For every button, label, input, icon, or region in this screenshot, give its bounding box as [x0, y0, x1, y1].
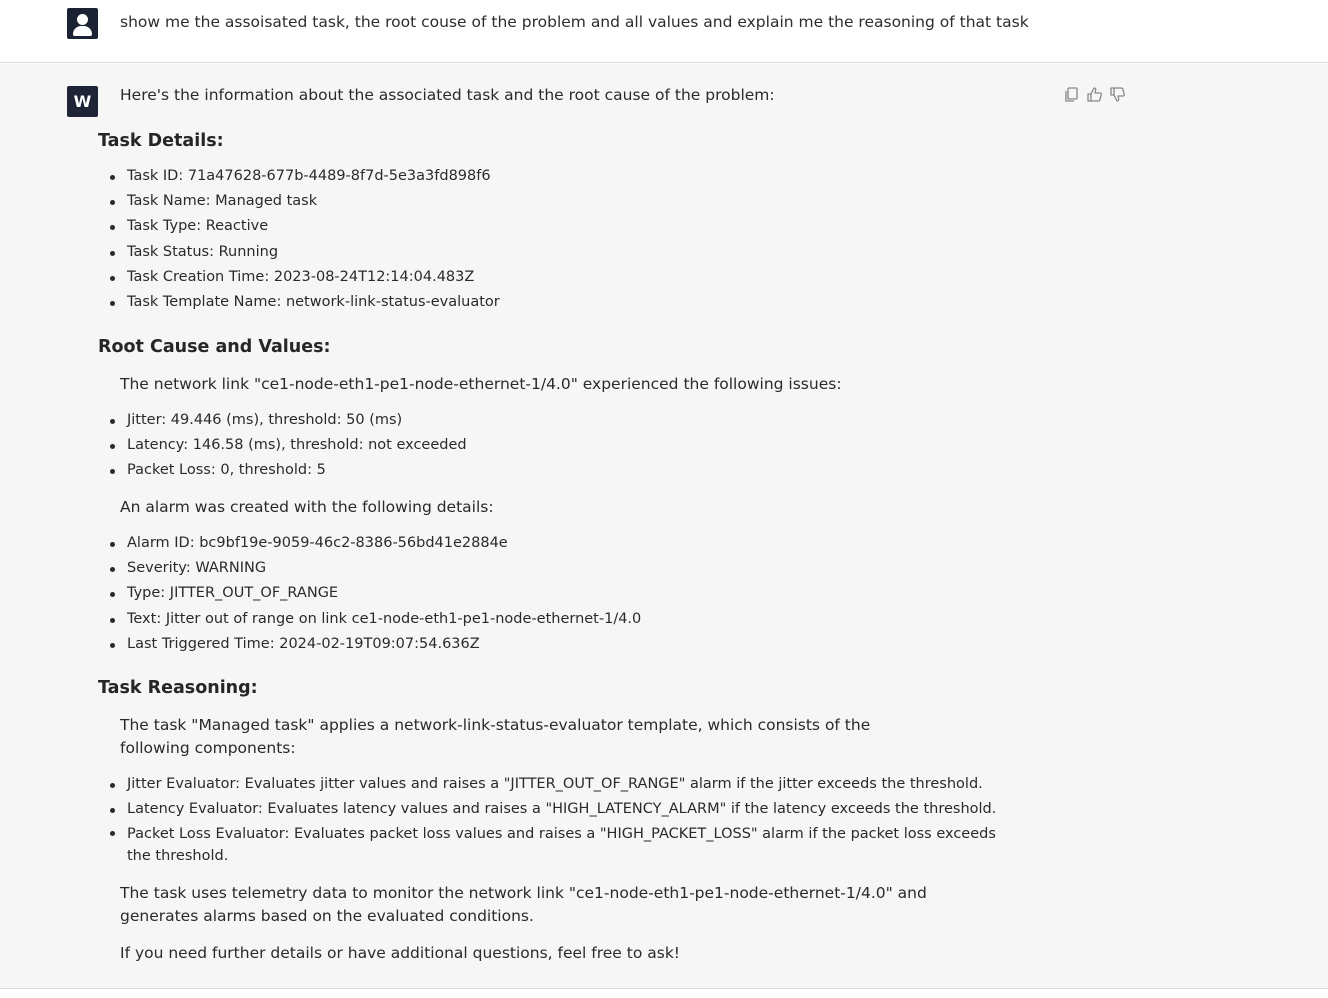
task-reasoning-heading: Task Reasoning: [98, 678, 258, 698]
thumbs-down-icon[interactable] [1109, 86, 1126, 103]
list-item: Task Name: Managed task [110, 189, 500, 214]
list-item: Task Template Name: network-link-status-evaluator [110, 290, 500, 315]
list-item: Text: Jitter out of range on link ce1-node-eth1-pe1-node-ethernet-1/4.0 [110, 607, 641, 632]
list-item: Alarm ID: bc9bf19e-9059-46c2-8386-56bd41e2884e [110, 531, 641, 556]
list-item: Type: JITTER_OUT_OF_RANGE [110, 581, 641, 606]
assistant-avatar [67, 86, 98, 117]
telemetry-text: The task uses telemetry data to monitor the network link "ce1-node-eth1-pe1-node-ethernet-1/4.0" and generates alarms based on the evaluated conditions. [120, 884, 927, 925]
list-item: Task Type: Reactive [110, 214, 500, 239]
list-item: Jitter: 49.446 (ms), threshold: 50 (ms) [110, 408, 467, 433]
root-cause-heading: Root Cause and Values: [98, 337, 331, 357]
response-intro: Here's the information about the associated task and the root cause of the problem: [120, 86, 775, 104]
list-item: Packet Loss Evaluator: Evaluates packet loss values and raises a "HIGH_PACKET_LOSS" alarm if the packet loss exceeds the threshold. [110, 822, 1005, 869]
closing-text: If you need further details or have additional questions, feel free to ask! [120, 944, 681, 962]
list-item: Packet Loss: 0, threshold: 5 [110, 458, 467, 483]
task-details-heading: Task Details: [98, 131, 224, 151]
user-avatar [67, 8, 98, 39]
list-item: Jitter Evaluator: Evaluates jitter values and raises a "JITTER_OUT_OF_RANGE" alarm if the jitter exceeds the threshold. [110, 772, 1005, 797]
user-message-text: show me the assoisated task, the root couse of the problem and all values and explain me the reasoning of that task [120, 13, 1029, 31]
alarm-details-list [110, 531, 641, 657]
list-item: Latency Evaluator: Evaluates latency values and raises a "HIGH_LATENCY_ALARM" if the latency exceeds the threshold. [110, 797, 1005, 822]
alarm-intro: An alarm was created with the following details: [120, 498, 494, 516]
issues-list [110, 408, 467, 484]
list-item: Severity: WARNING [110, 556, 641, 581]
assistant-logo: W [73, 92, 92, 111]
reasoning-intro: The task "Managed task" applies a network-link-status-evaluator template, which consists of the following components: [120, 716, 871, 757]
list-item: Last Triggered Time: 2024-02-19T09:07:54.636Z [110, 632, 641, 657]
list-item: Latency: 146.58 (ms), threshold: not exceeded [110, 433, 467, 458]
list-item: Task Status: Running [110, 240, 500, 265]
root-cause-intro: The network link "ce1-node-eth1-pe1-node-ethernet-1/4.0" experienced the following issues: [120, 375, 842, 393]
list-item: Task Creation Time: 2023-08-24T12:14:04.483Z [110, 265, 500, 290]
task-details-list [110, 164, 500, 315]
components-list [110, 772, 1005, 869]
thumbs-up-icon[interactable] [1086, 86, 1103, 103]
message-actions [1063, 86, 1126, 103]
user-message-row [0, 0, 1328, 63]
list-item: Task ID: 71a47628-677b-4489-8f7d-5e3a3fd898f6 [110, 164, 500, 189]
copy-icon[interactable] [1063, 86, 1080, 103]
